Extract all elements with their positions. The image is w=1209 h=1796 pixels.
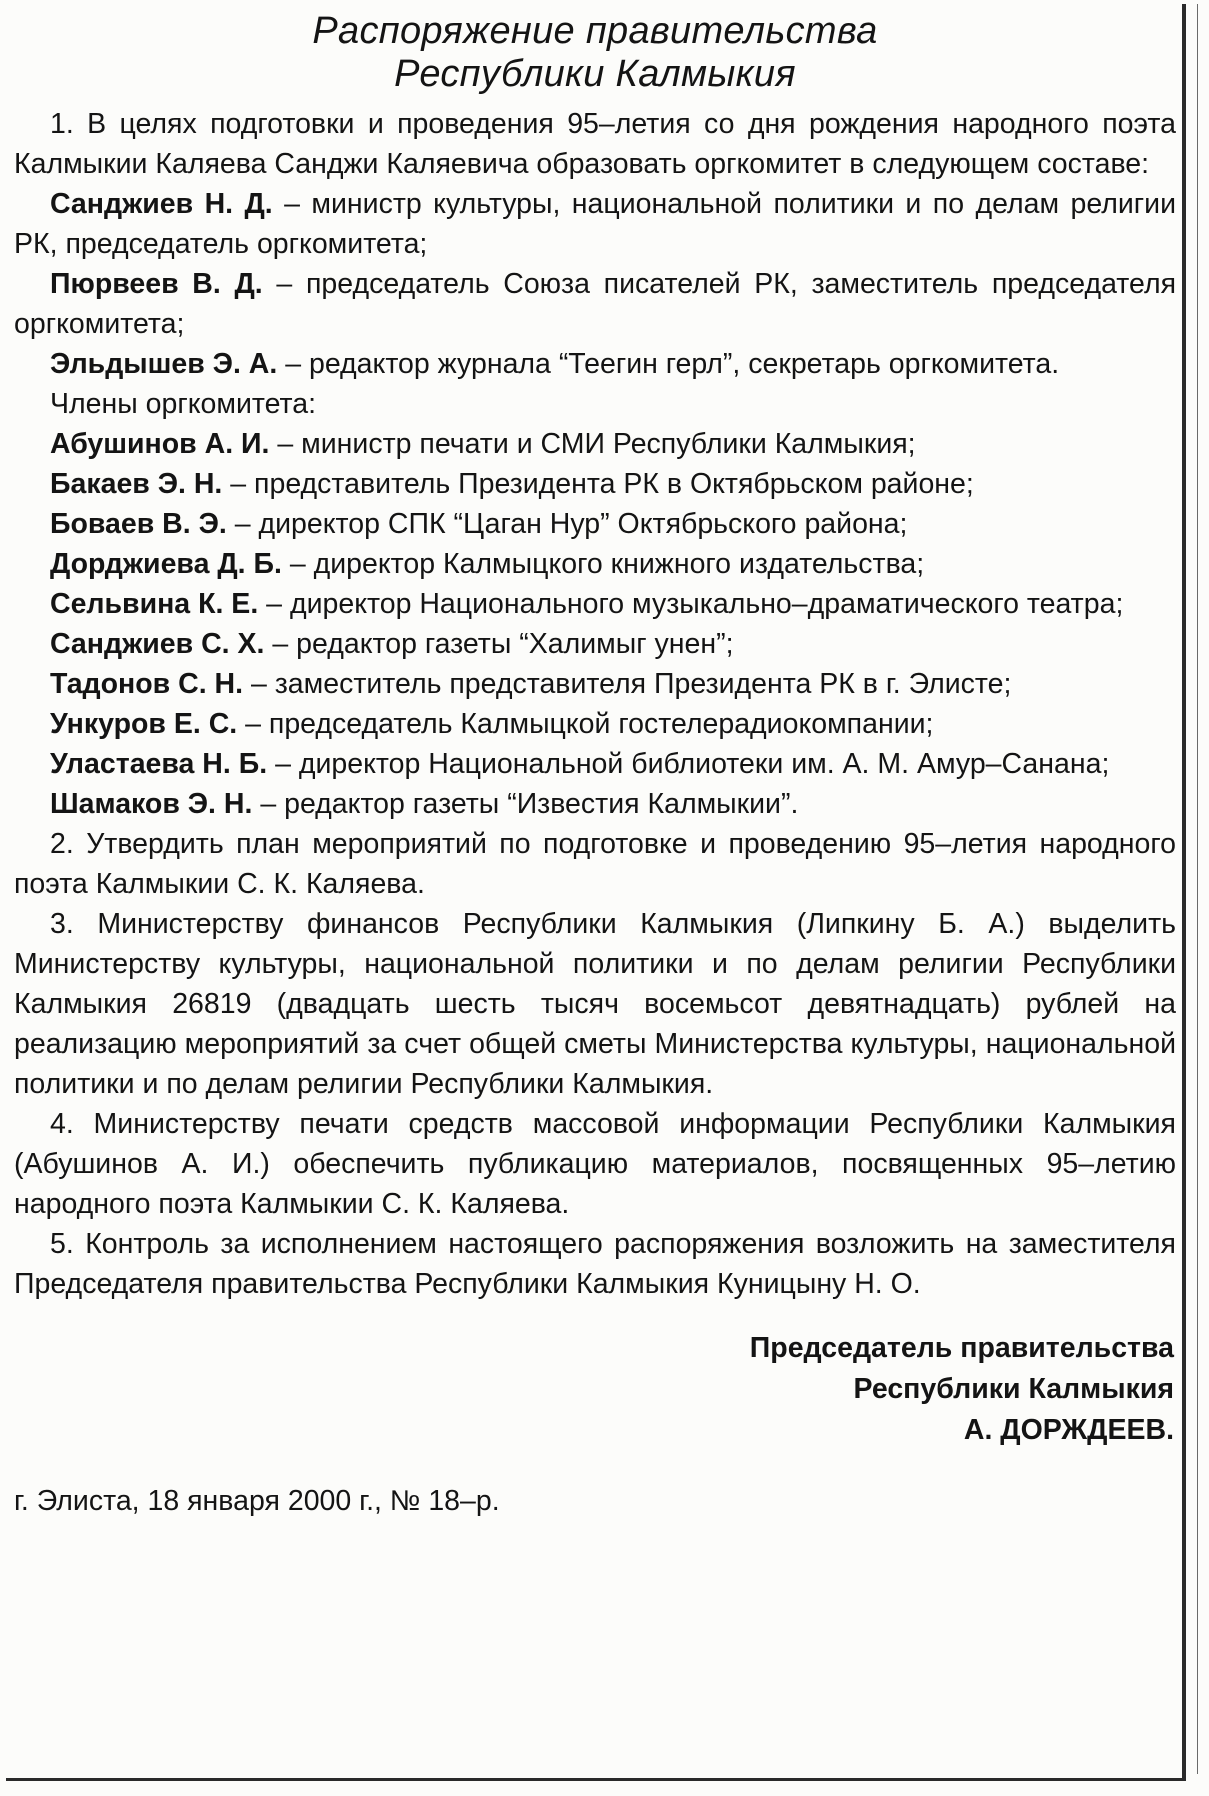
committee-member [14,504,1176,544]
member-role: – редактор газеты “Известия Калмыкии”. [260,788,799,820]
leader-role: – председатель Союза писателей РК, заместитель председателя оргкомитета; [14,268,1177,340]
committee-member [14,544,1176,584]
member-role: – директор СПК “Цаган Нур” Октябрьского района; [234,508,908,540]
committee-member [14,464,1176,504]
paragraph-item-3: 3. Министерству финансов Республики Калмыкия (Липкину Б. А.) выделить Министерству культуры, национальной политики и по делам религии Республики Калмыкия 26819 (двадцать шесть тысяч восемьсот девятнадцать) рублей на реализацию мероприятий за счет общей сметы Министерства культуры, национальной политики и по делам религии Республики Калмыкия. [14,908,1176,1100]
committee-member [14,424,1176,464]
member-role: – представитель Президента РК в Октябрьском районе; [230,468,974,500]
members-label: Члены оргкомитета: [50,388,317,420]
member-role: – заместитель представителя Президента РК в г. Элисте; [250,668,1012,700]
committee-member [14,744,1176,784]
signature-line-1: Председатель правительства [749,1332,1174,1364]
paragraph-item-2: 2. Утвердить план мероприятий по подготовке и проведению 95–летия народного поэта Калмыкии С. К. Каляева. [14,828,1176,900]
member-role: – директор Национальной библиотеки им. А. М. Амур–Санана; [275,748,1110,780]
member-role: – министр печати и СМИ Республики Калмыкия; [277,428,916,460]
member-name: Бакаев Э. Н. [50,468,223,500]
member-role: – редактор газеты “Халимыг унен”; [272,628,734,660]
member-role: – председатель Калмыцкой гостелерадиокомпании; [245,708,934,740]
member-name: Шамаков Э. Н. [50,788,253,820]
title-line-1: Распоряжение правительства [312,10,878,52]
committee-member [14,784,1176,824]
committee-member [14,624,1176,664]
member-role: – директор Национального музыкально–драматического театра; [266,588,1124,620]
committee-leader [14,344,1176,384]
leader-name: Санджиев Н. Д. [50,188,273,220]
page-border-inner [1197,4,1198,1774]
member-name: Тадонов С. Н. [50,668,244,700]
paragraph-item-1: 1. В целях подготовки и проведения 95–летия со дня рождения народного поэта Калмыкии Каляева Санджи Каляевича образовать оргкомитет в следующем составе: [14,108,1176,180]
signature-block [14,1328,1176,1451]
document-body [14,104,1176,1304]
leader-name: Пюрвеев В. Д. [50,268,263,300]
document-title [14,10,1176,96]
committee-member [14,584,1176,624]
leader-role: – министр культуры, национальной политики и по делам религии РК, председатель оргкомитета; [14,188,1177,260]
committee-member [14,704,1176,744]
member-name: Боваев В. Э. [50,508,227,540]
committee-member [14,664,1176,704]
member-name: Уластаева Н. Б. [50,748,268,780]
member-name: Ункуров Е. С. [50,708,238,740]
member-role: – директор Калмыцкого книжного издательства; [289,548,925,580]
paragraph-item-5: 5. Контроль за исполнением настоящего распоряжения возложить на заместителя Председателя правительства Республики Калмыкия Куницыну Н. О. [14,1228,1176,1300]
member-name: Абушинов А. И. [50,428,270,460]
member-name: Дорджиева Д. Б. [50,548,282,580]
document-content [14,10,1176,1521]
title-line-2: Республики Калмыкия [394,53,796,95]
committee-leader [14,264,1176,344]
paragraph-item-4: 4. Министерству печати средств массовой информации Республики Калмыкия (Абушинов А. И.) обеспечить публикацию материалов, посвященных 95–летию народного поэта Калмыкии С. К. Каляева. [14,1108,1176,1220]
leader-role: – редактор журнала “Теегин герл”, секретарь оргкомитета. [285,348,1060,380]
committee-leader [14,184,1176,264]
leader-name: Эльдышев Э. А. [50,348,278,380]
document-footer: г. Элиста, 18 января 2000 г., № 18–р. [14,1485,500,1517]
signature-name: А. ДОРЖДЕЕВ. [963,1414,1174,1446]
signature-line-2: Республики Калмыкия [853,1373,1174,1405]
member-name: Сельвина К. Е. [50,588,259,620]
member-name: Санджиев С. Х. [50,628,265,660]
